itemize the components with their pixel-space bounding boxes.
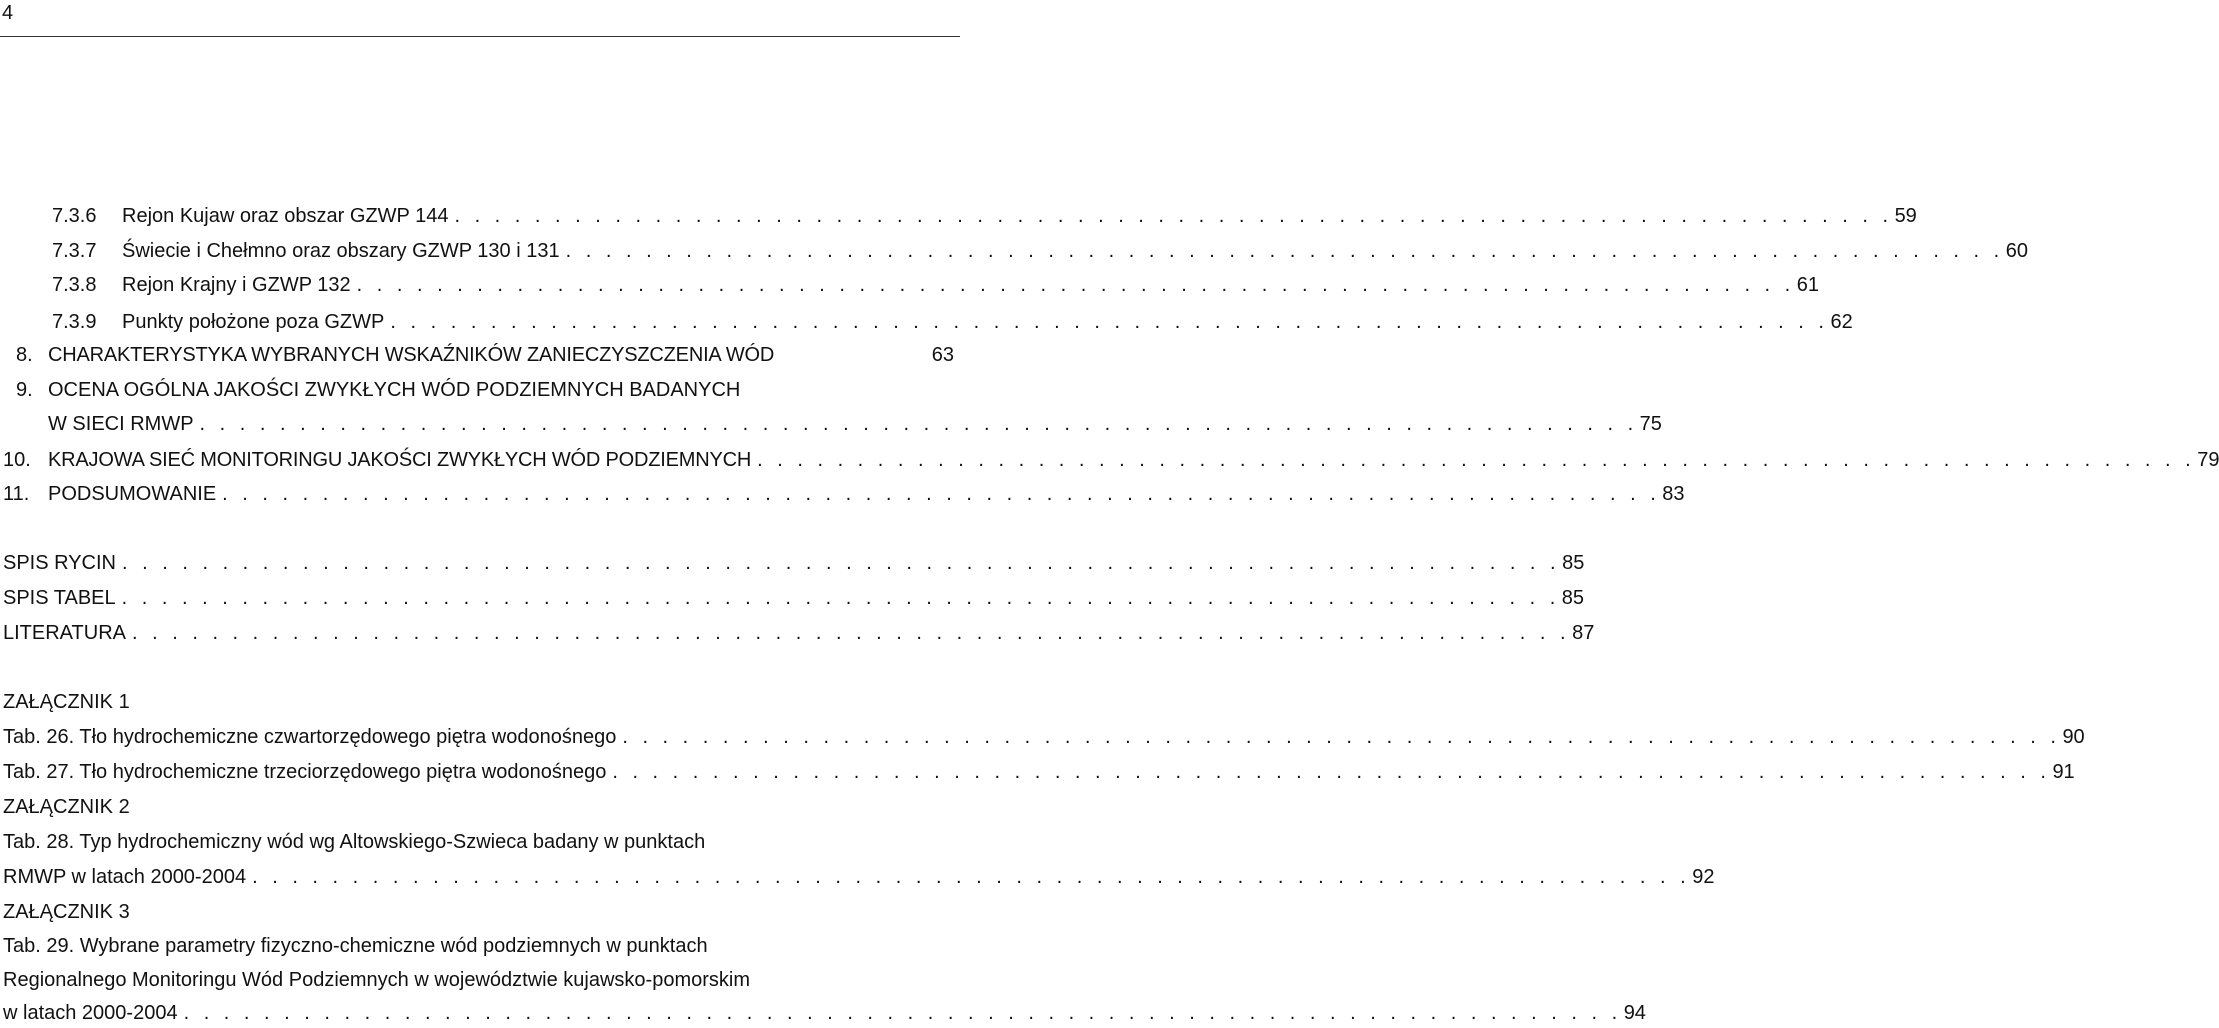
header-rule bbox=[0, 36, 960, 37]
dot-leader: . . . . . . . . . . . . . . . . . . . . . . . . . . . . . . . . . . . . . . . . . . . . . . . . . . . . . . . . . . . . . . . . . . . . . . . . bbox=[183, 1002, 1622, 1024]
dot-leader: . . . . . . . . . . . . . . . . . . . . . . . . . . . . . . . . . . . . . . . . . . . . . . . . . . . . . . . . . . . . . . . . . . . . . . . . bbox=[612, 761, 2051, 783]
dot-leader: . . . . . . . . . . . . . . . . . . . . . . . . . . . . . . . . . . . . . . . . . . . . . . . . . . . . . . . . . . . . . . . . . . . . . . . . bbox=[131, 622, 1571, 644]
dot-leader: . . . . . . . . . . . . . . . . . . . . . . . . . . . . . . . . . . . . . . . . . . . . . . . . . . . . . . . . . . . . . . . . . . . . . . . . bbox=[122, 552, 1561, 574]
entry-title-line-3: w latach 2000-2004 bbox=[3, 1002, 178, 1024]
toc-entry-literatura[interactable] bbox=[3, 618, 1595, 648]
entry-page: 85 bbox=[1561, 587, 1585, 609]
toc-entry-spis-tabel[interactable] bbox=[3, 583, 1585, 613]
dot-leader: . . . . . . . . . . . . . . . . . . . . . . . . . . . . . . . . . . . . . . . . . . . . . . . . . . . . . . . . . . . . . . . . . . . . . . . . bbox=[454, 205, 1893, 227]
toc-entry-tab-29-line-2[interactable]: Regionalnego Monitoringu Wód Podziemnych w województwie kujawsko-pomorskim bbox=[3, 969, 751, 991]
entry-title-line-2: W SIECI RMWP bbox=[48, 413, 194, 435]
entry-page: 92 bbox=[1692, 866, 1715, 888]
toc-entry-7-3-9[interactable] bbox=[52, 307, 1853, 337]
toc-entry-tab-29-line-1[interactable]: Tab. 29. Wybrane parametry fizyczno-chemiczne wód podziemnych w punktach bbox=[3, 935, 708, 957]
toc-entry-chapter-11[interactable] bbox=[3, 479, 1685, 509]
entry-page: 79 bbox=[2197, 449, 2219, 471]
toc-entry-tab-28-line-1[interactable]: Tab. 28. Typ hydrochemiczny wód wg Altowskiego-Szwieca badany w punktach bbox=[3, 831, 706, 853]
entry-title-line-1: OCENA OGÓLNA JAKOŚCI ZWYKŁYCH WÓD PODZIEMNYCH BADANYCH bbox=[48, 379, 741, 401]
entry-number: 7.3.9 bbox=[52, 311, 97, 333]
toc-entry-7-3-8[interactable] bbox=[52, 270, 1819, 300]
toc-entry-7-3-7[interactable] bbox=[52, 236, 2028, 266]
entry-number: 8. bbox=[16, 344, 33, 366]
dot-leader: . . . . . . . . . . . . . . . . . . . . . . . . . . . . . . . . . . . . . . . . . . . . . . . . . . . . . . . . . . . . . . . . . . . . . . . . bbox=[356, 274, 1795, 296]
entry-page: 59 bbox=[1894, 205, 1917, 227]
dot-leader: . . . . . . . . . . . . . . . . . . . . . . . . . . . . . . . . . . . . . . . . . . . . . . . . . . . . . . . . . . . . . . . . . . . . . . . . bbox=[199, 413, 1638, 435]
entry-title: KRAJOWA SIEĆ MONITORINGU JAKOŚCI ZWYKŁYCH WÓD PODZIEMNYCH bbox=[48, 449, 752, 471]
dot-leader: . . . . . . . . . . . . . . . . . . . . . . . . . . . . . . . . . . . . . . . . . . . . . . . . . . . . . . . . . . . . . . . . . . . . . . . . bbox=[390, 311, 1829, 333]
toc-entry-7-3-6[interactable] bbox=[52, 201, 1917, 231]
dot-leader: . . . . . . . . . . . . . . . . . . . . . . . . . . . . . . . . . . . . . . . . . . . . . . . . . . . . . . . . . . . . . . . . . . . . . . . . bbox=[622, 726, 2061, 748]
annex-3-heading: ZAŁĄCZNIK 3 bbox=[3, 901, 130, 923]
entry-page: 85 bbox=[1562, 552, 1585, 574]
entry-title: Tab. 26. Tło hydrochemiczne czwartorzędowego piętra wodonośnego bbox=[3, 726, 617, 748]
entry-number: 10. bbox=[3, 449, 31, 471]
entry-title: PODSUMOWANIE bbox=[48, 483, 217, 505]
dot-leader: . . . . . . . . . . . . . . . . . . . . . . . . . . . . . . . . . . . . . . . . . . . . . . . . . . . . . . . . . . . . . . . . . . . . . . . . bbox=[757, 449, 2196, 471]
entry-page: 62 bbox=[1830, 311, 1853, 333]
entry-title: Punkty położone poza GZWP bbox=[122, 311, 385, 333]
page-number: 4 bbox=[2, 2, 14, 24]
entry-number: 7.3.6 bbox=[52, 205, 97, 227]
dot-leader: . . . . . . . . . . . . . . . . . . . . . . . . . . . . . . . . . . . . . . . . . . . . . . . . . . . . . . . . . . . . . . . . . . . . . . . . bbox=[222, 483, 1661, 505]
entry-number: 7.3.7 bbox=[52, 240, 97, 262]
annex-2-heading: ZAŁĄCZNIK 2 bbox=[3, 796, 130, 818]
entry-title: SPIS TABEL bbox=[3, 587, 116, 609]
toc-entry-tab-29[interactable] bbox=[3, 998, 1646, 1028]
entry-title-line-2: RMWP w latach 2000-2004 bbox=[3, 866, 247, 888]
entry-page: 91 bbox=[2052, 761, 2075, 783]
toc-entry-tab-27[interactable] bbox=[3, 757, 2075, 787]
entry-title: CHARAKTERYSTYKA WYBRANYCH WSKAŹNIKÓW ZANIECZYSZCZENIA WÓD bbox=[48, 344, 775, 366]
toc-entry-tab-26[interactable] bbox=[3, 722, 2085, 752]
dot-leader: . . . . . . . . . . . . . . . . . . . . . . . . . . . . . . . . . . . . . . . . . . . . . . . . . . . . . . . . . . . . . . . . . . . . . . . . bbox=[565, 240, 2004, 262]
entry-page: 75 bbox=[1639, 413, 1662, 435]
entry-page: 94 bbox=[1623, 1002, 1646, 1024]
entry-page: 83 bbox=[1662, 483, 1685, 505]
entry-number: 9. bbox=[16, 379, 33, 401]
entry-title: Rejon Krajny i GZWP 132 bbox=[122, 274, 351, 296]
dot-leader: . . . . . . . . . . . . . . . . . . . . . . . . . . . . . . . . . . . . . . . . . . . . . . . . . . . . . . . . . . . . . . . . . . . . . . . . bbox=[121, 587, 1560, 609]
entry-page: 61 bbox=[1796, 274, 1819, 296]
toc-entry-spis-rycin[interactable] bbox=[3, 548, 1585, 578]
toc-entry-chapter-9-cont[interactable] bbox=[48, 409, 1662, 439]
entry-number: 11. bbox=[3, 483, 30, 505]
entry-title: Tab. 27. Tło hydrochemiczne trzeciorzędowego piętra wodonośnego bbox=[3, 761, 607, 783]
toc-entry-chapter-8[interactable] bbox=[16, 340, 954, 370]
entry-page: 63 bbox=[931, 344, 954, 366]
entry-number: 7.3.8 bbox=[52, 274, 97, 296]
entry-title: LITERATURA bbox=[3, 622, 126, 644]
toc-entry-tab-28[interactable] bbox=[3, 862, 1715, 892]
entry-page: 90 bbox=[2062, 726, 2085, 748]
entry-title: SPIS RYCIN bbox=[3, 552, 116, 574]
entry-page: 87 bbox=[1572, 622, 1595, 644]
entry-page: 60 bbox=[2005, 240, 2028, 262]
annex-1-heading: ZAŁĄCZNIK 1 bbox=[3, 691, 130, 713]
toc-entry-chapter-10[interactable] bbox=[3, 445, 2219, 475]
dot-leader: . . . . . . . . . . . . . . . . . . . . . . . . . . . . . . . . . . . . . . . . . . . . . . . . . . . . . . . . . . . . . . . . . . . . . . . . bbox=[252, 866, 1691, 888]
entry-title: Świecie i Chełmno oraz obszary GZWP 130 i 131 bbox=[122, 240, 560, 262]
toc-entry-chapter-9[interactable] bbox=[16, 375, 740, 405]
entry-title: Rejon Kujaw oraz obszar GZWP 144 bbox=[122, 205, 449, 227]
